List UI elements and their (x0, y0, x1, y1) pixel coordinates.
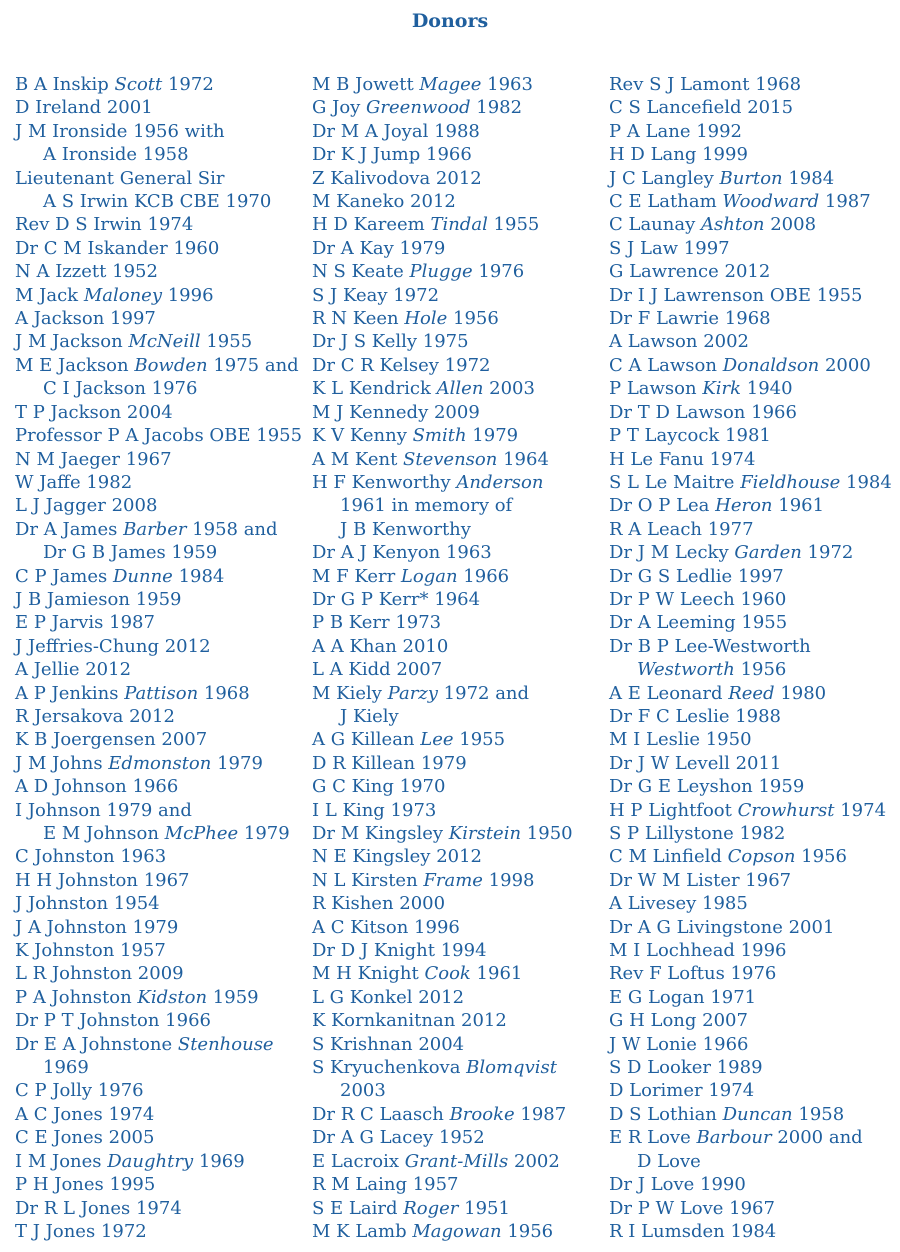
donor-entry: Dr W M Lister 1967 (609, 869, 792, 891)
donor-entry: D R Killean 1979 (312, 752, 467, 774)
donor-entry: N M Jaeger 1967 (15, 448, 172, 470)
donor-entry: S P Lillystone 1982 (609, 823, 786, 844)
donor-entry: A C Jones 1974 (15, 1103, 155, 1125)
donor-entry: Lieutenant General Sir A S Irwin KCB CBE 1970 (15, 167, 272, 213)
donor-entry: Dr T D Lawson 1966 (609, 401, 797, 423)
donor-entry: A Livesey 1985 (609, 893, 748, 915)
donor-entry: Dr G P Kerr* 1964 (312, 588, 481, 610)
donor-entry: H P Lightfoot Crowhurst 1974 (609, 799, 887, 821)
donor-column-3 (609, 73, 899, 1243)
donor-entry: A A Khan 2010 (312, 635, 449, 657)
donor-entry: C M Linfield Copson 1956 (609, 846, 847, 868)
donor-entry: L R Johnston 2009 (15, 963, 184, 985)
donor-entry: R Kishen 2000 (312, 893, 446, 915)
donor-entry: Dr J S Kelly 1975 (312, 331, 469, 353)
donor-entry: G Lawrence 2012 (609, 261, 771, 283)
donor-entry: P T Laycock 1981 (609, 425, 771, 447)
donor-entry: R N Keen Hole 1956 (312, 308, 499, 330)
donor-entry: C S Lancefield 2015 (609, 97, 794, 119)
donor-entry: J W Lonie 1966 (609, 1033, 749, 1055)
donor-entry: M Jack Maloney 1996 (15, 284, 214, 306)
donor-entry: A Jackson 1997 (15, 308, 156, 330)
donor-entry: E G Logan 1971 (609, 986, 757, 1008)
donor-entry: Rev F Loftus 1976 (609, 963, 777, 985)
donor-entry: Dr J Love 1990 (609, 1174, 746, 1196)
donor-entry: L J Jagger 2008 (15, 495, 158, 517)
donor-entry: P H Jones 1995 (15, 1174, 156, 1196)
donor-entry: J M Jackson McNeill 1955 (15, 331, 253, 353)
donor-entry: P A Johnston Kidston 1959 (15, 986, 259, 1008)
donor-entry: A M Kent Stevenson 1964 (312, 448, 549, 470)
donor-entry: J M Ironside 1956 with A Ironside 1958 (15, 120, 225, 166)
donor-entry: Dr G S Ledlie 1997 (609, 565, 784, 587)
donor-entry: R M Laing 1957 (312, 1174, 459, 1196)
donor-entry: K V Kenny Smith 1979 (312, 425, 519, 447)
page-title: Donors (411, 10, 489, 32)
donor-entry: J B Jamieson 1959 (15, 588, 182, 610)
donor-entry: G H Long 2007 (609, 1010, 748, 1032)
donor-entry: Dr I J Lawrenson OBE 1955 (609, 284, 863, 306)
donor-entry: S J Law 1997 (609, 237, 730, 259)
donor-entry: N A Izzett 1952 (15, 261, 158, 283)
donor-entry: C P Jolly 1976 (15, 1080, 144, 1102)
donor-entry: Dr A Kay 1979 (312, 237, 446, 259)
donor-entry: Dr P W Leech 1960 (609, 588, 787, 610)
donor-entry: H H Johnston 1967 (15, 869, 190, 891)
donor-entry: Dr F C Leslie 1988 (609, 705, 782, 727)
donor-entry: A P Jenkins Pattison 1968 (15, 682, 250, 704)
donor-entry: M F Kerr Logan 1966 (312, 565, 510, 587)
donor-entry: Dr A G Livingstone 2001 (609, 916, 835, 938)
donor-entry: A E Leonard Reed 1980 (609, 682, 827, 704)
donor-entry: M K Lamb Magowan 1956 (312, 1220, 554, 1242)
donor-column-2 (312, 73, 602, 1243)
donor-entry: A C Kitson 1996 (312, 916, 460, 938)
donor-entry: A G Killean Lee 1955 (312, 729, 506, 751)
donor-entry: M I Lochhead 1996 (609, 940, 787, 962)
donor-entry: Dr R C Laasch Brooke 1987 (312, 1103, 567, 1125)
donor-entry: C E Latham Woodward 1987 (609, 191, 871, 213)
donor-entry: Rev S J Lamont 1968 (609, 74, 802, 95)
donor-entry: Dr G E Leyshon 1959 (609, 776, 805, 798)
donor-entry: Dr A James Barber 1958 and Dr G B James 1959 (15, 518, 278, 564)
donor-entry: Dr B P Lee-Westworth Westworth 1956 (609, 635, 811, 681)
donor-entry: Dr A Leeming 1955 (609, 612, 788, 634)
donor-entry: K B Joergensen 2007 (15, 729, 208, 751)
donor-entry: Dr C R Kelsey 1972 (312, 354, 491, 376)
donor-entry: Professor P A Jacobs OBE 1955 (15, 425, 303, 447)
donor-entry: I Johnson 1979 and E M Johnson McPhee 1979 (15, 799, 290, 844)
donor-entry: Z Kalivodova 2012 (312, 167, 482, 189)
donor-entry: E Lacroix Grant-Mills 2002 (312, 1150, 560, 1172)
donor-entry: A Jellie 2012 (15, 659, 132, 681)
donor-entry: D Lorimer 1974 (609, 1080, 755, 1102)
donor-entry: C Johnston 1963 (15, 846, 167, 868)
donor-entry: K Johnston 1957 (15, 940, 166, 962)
donor-entry: Dr C M Iskander 1960 (15, 237, 220, 259)
donor-entry: C E Jones 2005 (15, 1127, 155, 1149)
donor-entry: S Kryuchenkova Blomqvist 2003 (312, 1057, 557, 1102)
donor-entry: M B Jowett Magee 1963 (312, 74, 533, 95)
donor-entry: G Joy Greenwood 1982 (312, 97, 523, 119)
donor-entry: C P James Dunne 1984 (15, 565, 225, 587)
donor-entry: A D Johnson 1966 (15, 776, 179, 798)
donor-entry: S Krishnan 2004 (312, 1033, 465, 1055)
donor-entry: E P Jarvis 1987 (15, 612, 155, 634)
donor-entry: P A Lane 1992 (609, 120, 743, 142)
donor-entry: Dr A J Kenyon 1963 (312, 542, 492, 564)
donor-entry: Dr O P Lea Heron 1961 (609, 495, 825, 517)
donor-column-1 (15, 73, 305, 1243)
donor-entry: Dr F Lawrie 1968 (609, 308, 771, 330)
donor-entry: K Kornkanitnan 2012 (312, 1010, 507, 1032)
donor-entry: Rev D S Irwin 1974 (15, 214, 194, 236)
donor-entry: R I Lumsden 1984 (609, 1220, 777, 1242)
donor-entry: P B Kerr 1973 (312, 612, 442, 634)
donor-entry: T P Jackson 2004 (15, 401, 173, 423)
donor-entry: S J Keay 1972 (312, 284, 440, 306)
donor-entry: S E Laird Roger 1951 (312, 1197, 510, 1219)
donor-entry: Dr M Kingsley Kirstein 1950 (312, 823, 573, 844)
donor-entry: N L Kirsten Frame 1998 (312, 869, 535, 891)
donor-entry: J C Langley Burton 1984 (609, 167, 835, 189)
donor-entry: W Jaffe 1982 (15, 471, 133, 493)
donor-entry: J Jeffries-Chung 2012 (15, 635, 211, 657)
donor-entry: Dr J W Levell 2011 (609, 752, 782, 774)
donor-entry: J A Johnston 1979 (15, 916, 179, 938)
donor-entry: M E Jackson Bowden 1975 and C I Jackson 1976 (15, 354, 299, 400)
donor-entry: S D Looker 1989 (609, 1057, 763, 1079)
donor-entry: H F Kenworthy Anderson 1961 in memory of J B Kenworthy (312, 471, 544, 540)
donor-entry: Dr E A Johnstone Stenhouse 1969 (15, 1033, 274, 1079)
donor-entry: D S Lothian Duncan 1958 (609, 1103, 845, 1125)
donor-entry: T J Jones 1972 (15, 1220, 147, 1242)
donor-entry: N S Keate Plugge 1976 (312, 261, 525, 283)
donor-entry: I M Jones Daughtry 1969 (15, 1150, 245, 1172)
donor-entry: Dr R L Jones 1974 (15, 1197, 182, 1219)
donor-entry: S L Le Maitre Fieldhouse 1984 (609, 471, 892, 493)
donor-entry: Dr D J Knight 1994 (312, 940, 487, 962)
donor-entry: I L King 1973 (312, 799, 437, 821)
donor-entry: Dr M A Joyal 1988 (312, 120, 480, 142)
donor-entry: D Ireland 2001 (15, 97, 153, 119)
donor-entry: Dr J M Lecky Garden 1972 (609, 542, 854, 564)
donor-entry: C Launay Ashton 2008 (609, 214, 817, 236)
donor-entry: G C King 1970 (312, 776, 446, 798)
donor-entry: C A Lawson Donaldson 2000 (609, 354, 871, 376)
donor-entry: Dr P W Love 1967 (609, 1197, 775, 1219)
donor-entry: H D Lang 1999 (609, 144, 748, 166)
donor-entry: L G Konkel 2012 (312, 986, 465, 1008)
donor-entry: R A Leach 1977 (609, 518, 754, 540)
donor-entry: H D Kareem Tindal 1955 (312, 214, 540, 236)
donor-entry: M J Kennedy 2009 (312, 401, 480, 423)
donor-entry: M I Leslie 1950 (609, 729, 752, 751)
donor-entry: R Jersakova 2012 (15, 705, 175, 727)
donor-entry: J M Johns Edmonston 1979 (15, 752, 263, 774)
donor-entry: N E Kingsley 2012 (312, 846, 482, 868)
donor-entry: J Johnston 1954 (15, 893, 160, 915)
donor-entry: L A Kidd 2007 (312, 659, 443, 681)
donor-entry: P Lawson Kirk 1940 (609, 378, 793, 400)
donor-entry: E R Love Barbour 2000 and D Love (609, 1127, 863, 1172)
donor-entry: K L Kendrick Allen 2003 (312, 378, 535, 400)
donor-entry: M H Knight Cook 1961 (312, 963, 523, 985)
donor-entry: Dr A G Lacey 1952 (312, 1127, 485, 1149)
donor-entry: Dr K J Jump 1966 (312, 144, 472, 166)
donor-entry: H Le Fanu 1974 (609, 448, 756, 470)
donor-entry: B A Inskip Scott 1972 (15, 74, 214, 95)
donor-entry: A Lawson 2002 (609, 331, 750, 353)
donor-entry: M Kaneko 2012 (312, 191, 456, 213)
donor-entry: Dr P T Johnston 1966 (15, 1010, 211, 1032)
donor-entry: M Kiely Parzy 1972 and J Kiely (312, 682, 530, 727)
